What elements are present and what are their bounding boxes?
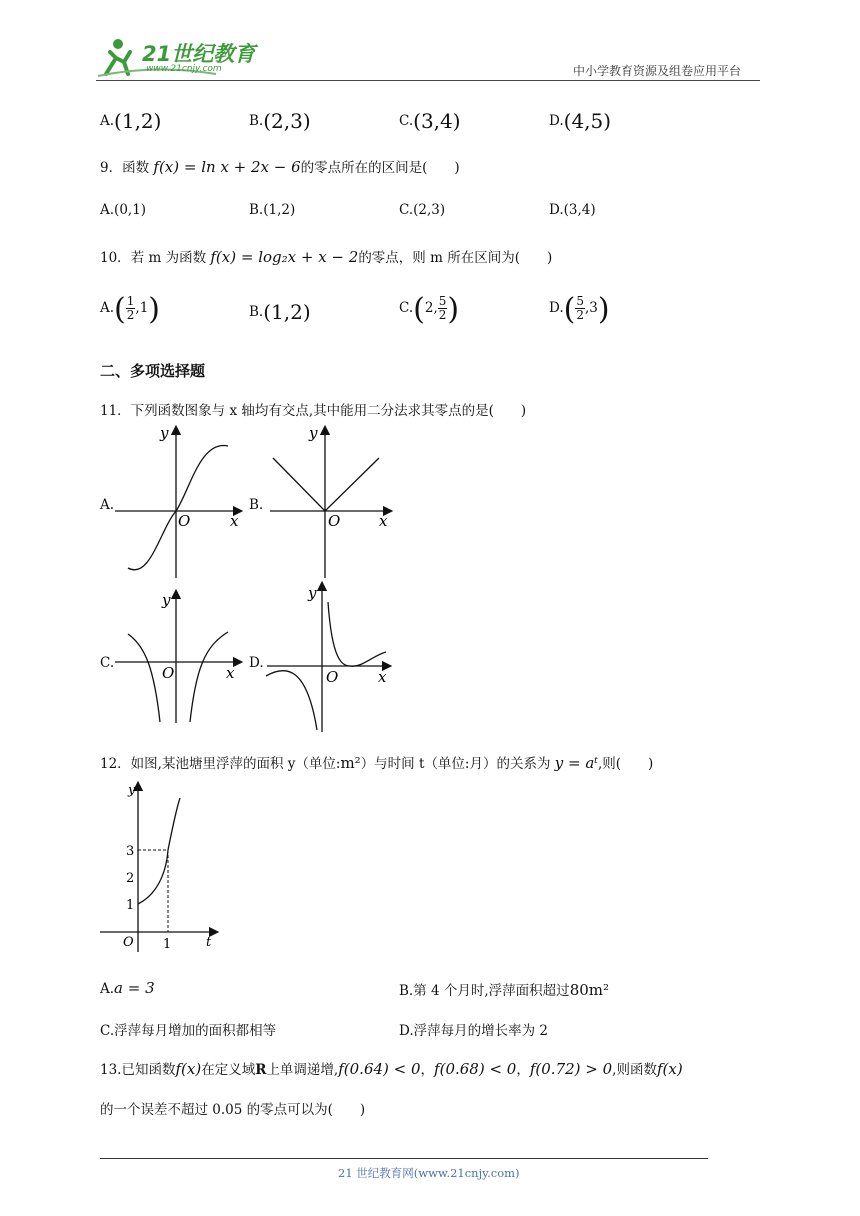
svg-text:x: x: [226, 664, 235, 682]
q11-label-b: B.: [249, 497, 264, 513]
svg-text:O: O: [328, 512, 341, 530]
svg-text:y: y: [162, 591, 171, 609]
svg-text:1: 1: [126, 898, 135, 913]
svg-text:O: O: [123, 935, 134, 950]
q11-graph-d: [262, 580, 397, 740]
q12-option-b: B.第 4 个月时,浮萍面积超过80m²: [399, 981, 610, 999]
section-title: 二、多项选择题: [100, 362, 206, 380]
q10-formula: f(x) = log₂x + x − 2: [210, 248, 359, 266]
q10-option-d: D.( $\frac{5}{2}$ ,3): [549, 292, 610, 327]
q9-stem: 9．函数 f(x) = ln x + 2x − 6的零点所在的区间是( ): [100, 158, 460, 176]
svg-text:y: y: [128, 783, 136, 798]
q11-graph-a: [110, 420, 250, 582]
header-divider: [96, 80, 760, 81]
svg-text:O: O: [178, 512, 191, 530]
q12-stem: 12．如图,某池塘里浮萍的面积 y（单位:m²）与时间 t（单位:月）的关系为 y = aᵗ,则( ): [100, 754, 654, 772]
q9-option-b: B.(1,2): [249, 202, 296, 218]
site-subtitle: 中小学教育资源及组卷应用平台: [573, 64, 742, 78]
svg-text:x: x: [379, 512, 388, 530]
svg-text:O: O: [326, 668, 339, 686]
q12-unit: m²: [340, 754, 361, 772]
q12-option-c: C.浮萍每月增加的面积都相等: [100, 1023, 277, 1039]
q11-label-c: C.: [100, 655, 115, 671]
q11-label-d: D.: [249, 655, 264, 671]
q11-graph-c: [110, 588, 250, 728]
q8-option-c: C.(3,4): [399, 109, 461, 133]
q11-stem: 11．下列函数图象与 x 轴均有交点,其中能用二分法求其零点的是( ): [100, 403, 527, 419]
q10-option-b: B.(1,2): [249, 300, 311, 324]
q8-option-d: D.(4,5): [549, 109, 612, 133]
q12-graph: [96, 780, 226, 955]
svg-text:x: x: [230, 512, 239, 530]
svg-text:y: y: [308, 584, 317, 602]
svg-text:2: 2: [126, 871, 135, 886]
q10-option-a: A.( $\frac{1}{2}$ ,1): [100, 292, 161, 327]
q9-option-a: A.(0,1): [100, 202, 147, 218]
logo-url: www.21cnjy.com: [146, 64, 222, 74]
svg-text:3: 3: [126, 844, 135, 859]
svg-text:x: x: [378, 668, 387, 686]
q9-formula: f(x) = ln x + 2x − 6: [153, 158, 301, 176]
svg-text:O: O: [162, 664, 175, 682]
q10-option-c: C.(2, $\frac{5}{2}$ ): [399, 292, 460, 327]
footer-text[interactable]: 21 世纪教育网(www.21cnjy.com): [338, 1166, 520, 1180]
q9-option-c: C.(2,3): [399, 202, 446, 218]
q8-option-a: A.(1,2): [100, 109, 162, 133]
logo: [96, 34, 266, 80]
svg-text:t: t: [206, 935, 212, 950]
q12-option-a: A.a = 3: [100, 979, 155, 997]
q9-option-d: D.(3,4): [549, 202, 596, 218]
q13-stem-line1: 13.已知函数f(x)在定义域R上单调递增,f(0.64) < 0，f(0.68) < 0，f(0.72) > 0,则函数f(x): [100, 1060, 683, 1078]
q8-option-b: B.(2,3): [249, 109, 311, 133]
logo-text: 21世纪教育: [142, 42, 256, 66]
q10-stem: 10．若 m 为函数 f(x) = log₂x + x − 2的零点，则 m 所在区间为( ): [100, 248, 553, 266]
q11-label-a: A.: [100, 497, 115, 513]
svg-text:y: y: [309, 424, 318, 442]
q12-option-d: D.浮萍每月的增长率为 2: [399, 1023, 549, 1039]
svg-text:1: 1: [163, 937, 172, 952]
q11-graph-b: [265, 420, 395, 582]
q13-stem-line2: 的一个误差不超过 0.05 的零点可以为( ): [100, 1102, 366, 1118]
svg-text:y: y: [160, 424, 169, 442]
q12-formula: y = aᵗ: [554, 754, 598, 772]
footer-divider: [100, 1158, 708, 1159]
